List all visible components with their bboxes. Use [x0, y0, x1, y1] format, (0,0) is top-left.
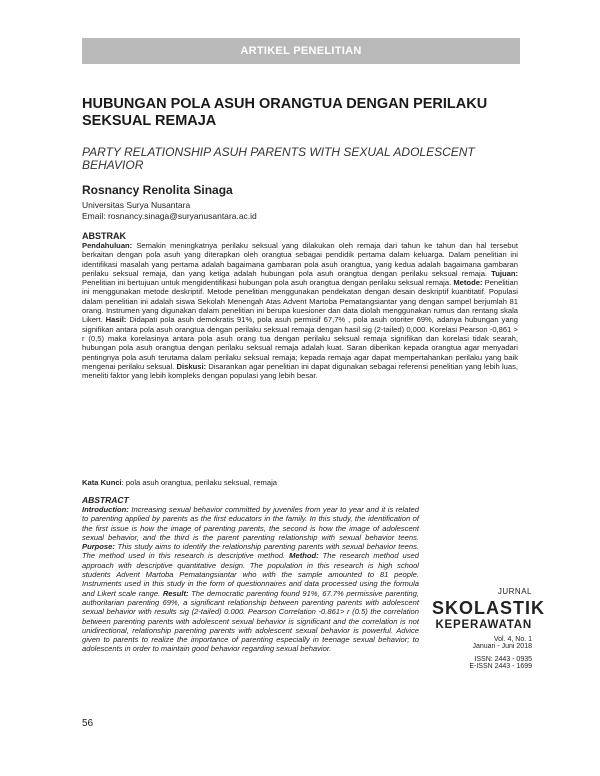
journal-name-line2: KEPERAWATAN — [435, 619, 532, 631]
purpose-label: Purpose: — [82, 542, 115, 552]
metode-label: Metode: — [453, 278, 483, 288]
abstract-heading: ABSTRAK — [82, 231, 126, 241]
page-number: 56 — [82, 718, 94, 729]
purpose-text: This study aims to identify the relationship parenting parents with sexual behavior teens. The method used in this research is descriptive method. — [82, 542, 419, 561]
keywords-text: : pola asuh orangtua, perilaku seksual, remaja — [121, 478, 278, 487]
tujuan-label: Tujuan: — [491, 268, 518, 278]
keywords — [82, 478, 518, 487]
article-title: HUBUNGAN POLA ASUH ORANGTUA DENGAN PERILAKU SEKSUAL REMAJA — [82, 96, 488, 129]
method-label: Method: — [289, 551, 319, 561]
journal-label: JURNAL — [497, 587, 532, 596]
keywords-label: Kata Kunci — [82, 478, 122, 487]
journal-name-line1: SKOLASTIK — [432, 598, 546, 618]
article-title-english: PARTY RELATIONSHIP ASUH PARENTS WITH SEXUAL ADOLESCENT BEHAVIOR — [82, 145, 475, 172]
section-header-band — [82, 38, 520, 64]
journal-volume: Vol. 4, No. 1 — [493, 636, 532, 643]
journal-period: Januari - Juni 2018 — [472, 643, 532, 650]
result-label: Result: — [162, 588, 189, 598]
method-text: The research method used approach with descriptive quantitative design. The population in this research is high school students Advent Martoba Pematangsiantar who with the sample amounted to 81 people. Instruments used in this study in the form of questionnaires and data processed using the formula and Likert scale range. — [82, 551, 419, 598]
pendahuluan-label: Pendahuluan: — [82, 241, 133, 250]
tujuan-text: Penelitian ini bertujuan untuk mengidentifikasi hubungan pola asuh orangtua dengan perilaku seksual remaja. — [82, 278, 454, 288]
author-affiliation: Universitas Surya Nusantara — [82, 200, 191, 210]
author-name: Rosnancy Renolita Sinaga — [82, 183, 233, 197]
abstract-en-heading: ABSTRACT — [82, 495, 129, 505]
result-text: The democratic parenting found 91%, 67.7% permissive parenting, authoritarian parenting 69%, a significant relationship between parenting parents with adolescent sexual behavior with results sig (2-tailed) 0.000. Pearson Correlation -0.861> r (0.5) the correlation between parenting parents with adolescent sexual behavior is significant and the correlation is not unidirectional, relationship parenting parents with adolescent sexual behavior is powerful. Advice given to parents to realize the importance of parenting especially in teenage sexual behavior; to adolescents in order to maintain good behavior regarding sexual behavior. — [82, 588, 419, 654]
hasil-label: Hasil: — [105, 315, 127, 325]
metode-text: Penelitian ini menggunakan metode deskriptif. Metode penelitian menggunakan pendekatan dengan desain deskriptif kuantitatif. Populasi dalam penelitian ini adalah siswa Sekolah Menengah Atas Advent Martoba Pematangsiantar yang dengan sampel berjumlah 81 orang. Instrumen yang digunakan dalam penelitian ini berupa kuesioner dan data diolah menggunakan rumus dan rentang skala Likert. — [82, 278, 518, 325]
pendahuluan-text: Semakin meningkatnya perilaku seksual yang dilakukan oleh remaja dari tahun ke tahun dan hal tersebut berkaitan dengan pola asuh yang diterapkan oleh orangtua sebagai pendidik pertama dalam keluarga. Dalam penelitian ini identifikasi masalah yang pertama adalah bagaimana gambaran pola asuh orangtua, yang kedua adalah bagaimana gambaran perilaku seksual remaja, dan yang ketiga adalah hubungan pola asuh orangtua dengan perilaku seksual remaja. — [82, 241, 518, 278]
section-label: ARTIKEL PENELITIAN — [240, 45, 362, 57]
hasil-text: Didapati pola asuh demokratis 91%, pola asuh permisif 67,7% , pola asuh otoriter 69%, adanya hubungan yang signifikan antara pola asuh orangtua dengan perilaku seksual remaja dengan hasil sig (2-tailed) 0,000. Korelasi Pearson -0,861 > r (0,5) maka korelasinya antara pola asuh orang tua dengan perilaku seksual remaja signifikan dan korelasi tidak searah, hubungan pola asuh orangtua dengan perilaku seksual remaja adalah kuat. Saran diberikan kepada orangtua agar menyadari pentingnya pola asuh terutama dalam perilaku seksual remaja; kepada remaja agar dapat mempertahankan perilaku yang baik mengenai perilaku seksual. — [82, 315, 518, 371]
author-affiliation-block — [82, 200, 257, 221]
journal-info — [432, 587, 546, 670]
journal-eissn: E-ISSN 2443 - 1699 — [469, 663, 532, 670]
abstract-body — [82, 241, 518, 380]
author-email: Email: rosnancy.sinaga@suryanusantara.ac.id — [82, 210, 257, 221]
introduction-text: Increasing sexual behavior committed by juveniles from year to year and it is related to parenting applied by parents as the first educators in the family. In this study, the identification of the first issue is how the image of parenting parents, the second is how the image of adolescent sexual behavior, and the third is the parent parenting relationship with sexual behavior teens. — [82, 505, 419, 542]
journal-issn: ISSN: 2443 - 0935 — [474, 656, 532, 663]
diskusi-text: Disarankan agar penelitian ini dapat digunakan sebagai referensi penelitian yang lebih luas, meneliti faktor yang lebih kompleks dengan populasi yang lebih besar. — [82, 361, 518, 381]
abstract-en-body — [82, 505, 419, 654]
diskusi-label: Diskusi: — [176, 361, 207, 371]
introduction-label: Introduction: — [82, 505, 129, 514]
